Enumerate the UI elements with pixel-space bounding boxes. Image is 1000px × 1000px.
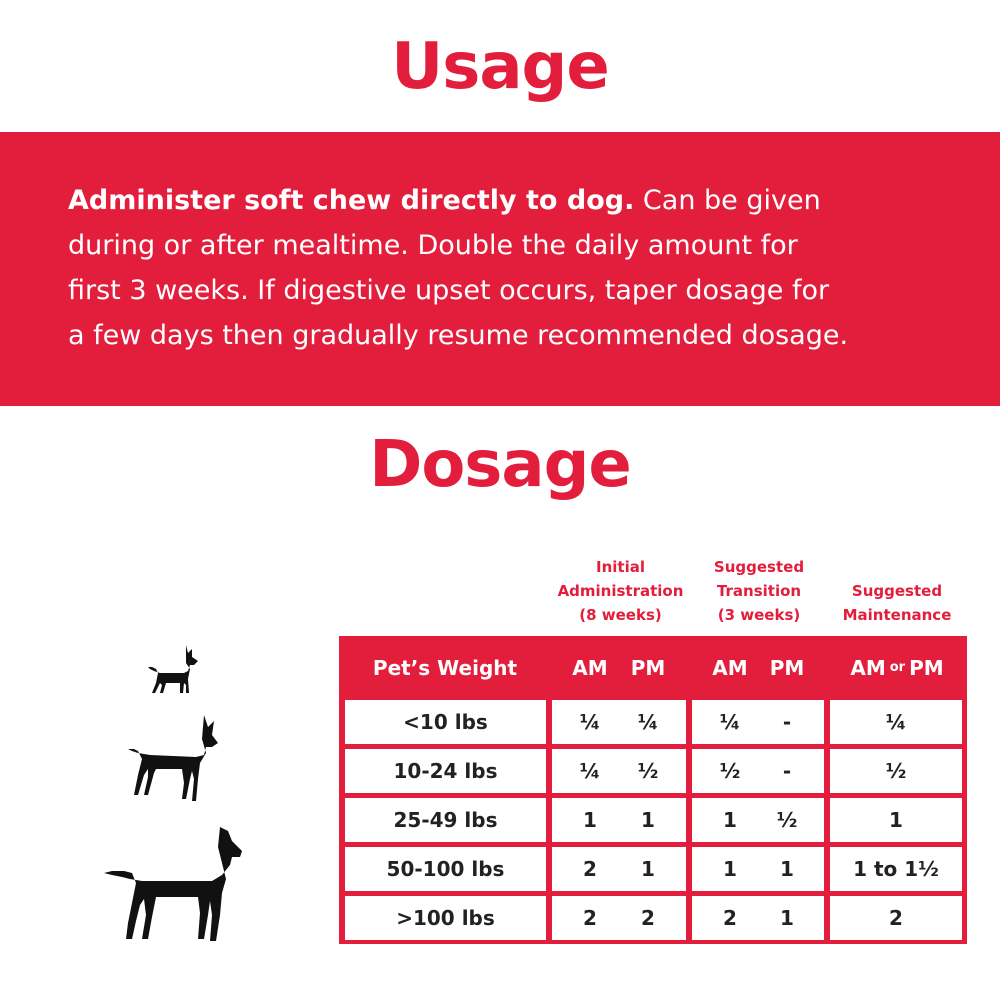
dose-cell: 1 [723,808,737,832]
small-dog-icon [146,643,204,699]
header-transition-pm: PM [769,655,805,680]
dose-cell: 1 [641,808,655,832]
header-weight: Pet’s Weight [372,655,518,680]
dose-cell: 2 [723,906,737,930]
usage-text [68,178,948,358]
dose-cell: 2 [641,906,655,930]
dosage-title: Dosage [369,428,631,502]
dose-cell: - [782,759,792,783]
weight-cell: <10 lbs [403,710,488,734]
header-initial-pm: PM [630,655,666,680]
usage-title: Usage [391,30,609,104]
medium-dog-icon [126,713,222,803]
dose-cell: ¼ [579,759,601,783]
dose-cell: 2 [583,857,597,881]
dose-cell: ½ [637,759,659,783]
header-initial-am: AM [572,655,608,680]
usage-line: during or after mealtime. Double the daily amount for [68,230,798,261]
group-header-line: Suggested [713,558,805,576]
dose-cell: ¼ [719,710,741,734]
dose-cell: 2 [889,906,903,930]
dose-cell: 1 [723,857,737,881]
dose-cell: 1 [889,808,903,832]
group-header-line: Maintenance [842,606,952,624]
dose-cell: 1 to 1½ [853,857,939,881]
header-maint-or: or [889,660,906,675]
dose-cell: ½ [776,808,798,832]
header-maintenance [832,640,962,695]
dose-cell: ¼ [637,710,659,734]
header-transition-am: AM [712,655,748,680]
group-header-line: Suggested [851,582,943,600]
dose-cell: 2 [583,906,597,930]
header-maint-am: AM [850,655,886,680]
group-header-line: (3 weeks) [717,606,801,624]
large-dog-icon [102,823,248,943]
usage-line: first 3 weeks. If digestive upset occurs, taper dosage for [68,275,830,306]
weight-cell: 25-49 lbs [393,808,498,832]
group-header-line: Administration [557,582,684,600]
weight-cell: 50-100 lbs [386,857,505,881]
group-header-line: (8 weeks) [579,606,662,624]
dose-cell: 1 [641,857,655,881]
group-header-transition [690,555,828,627]
weight-cell: 10-24 lbs [393,759,498,783]
usage-line: a few days then gradually resume recommended dosage. [68,320,849,351]
group-header-line: Initial [596,558,645,576]
group-header-line: Transition [716,582,802,600]
weight-cell: >100 lbs [396,906,495,930]
header-maint-pm: PM [909,655,944,680]
group-header-initial [548,555,693,627]
dose-cell: 1 [780,857,794,881]
usage-bold-lead: Administer soft chew directly to dog. [68,185,635,216]
dose-cell: ½ [885,759,907,783]
dose-cell: ¼ [579,710,601,734]
dose-cell: 1 [583,808,597,832]
dose-cell: ½ [719,759,741,783]
dose-cell: 1 [780,906,794,930]
usage-line: Can be given [634,185,821,216]
group-header-maintenance [828,579,966,627]
dose-cell: ¼ [885,710,907,734]
dose-cell: - [782,710,792,734]
